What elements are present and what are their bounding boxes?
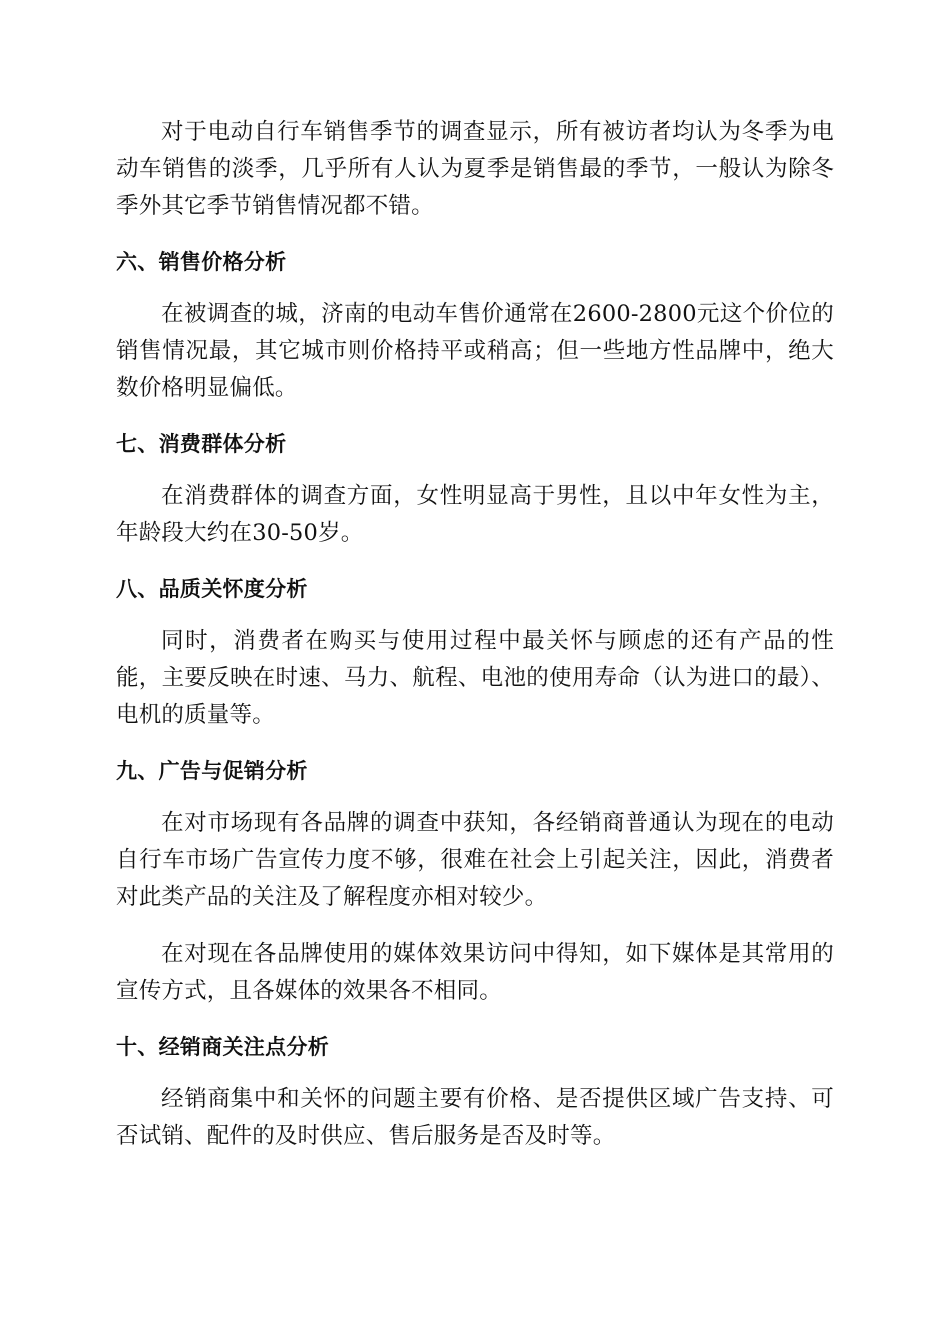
section-paragraph-consumer-group: 在消费群体的调查方面，女性明显高于男性，且以中年女性为主，年龄段大约在30-50岁。 bbox=[116, 483, 834, 546]
section-heading-advertising: 九、广告与促销分析 bbox=[116, 759, 308, 783]
section-paragraph-advertising-1: 在对市场现有各品牌的调查中获知，各经销商普通认为现在的电动自行车市场广告宣传力度不够，很难在社会上引起关注，因此，消费者对此类产品的关注及了解程度亦相对较少。 bbox=[116, 810, 834, 910]
section-paragraph-dealer: 经销商集中和关怀的问题主要有价格、是否提供区域广告支持、可否试销、配件的及时供应、售后服务是否及时等。 bbox=[116, 1086, 834, 1149]
section-heading-consumer-group: 七、消费群体分析 bbox=[116, 432, 287, 456]
section-heading-dealer: 十、经销商关注点分析 bbox=[116, 1035, 329, 1059]
intro-paragraph: 对于电动自行车销售季节的调查显示，所有被访者均认为冬季为电动车销售的淡季，几乎所有人认为夏季是销售最的季节，一般认为除冬季外其它季节销售情况都不错。 bbox=[116, 119, 834, 219]
section-paragraph-advertising-2: 在对现在各品牌使用的媒体效果访问中得知，如下媒体是其常用的宣传方式，且各媒体的效果各不相同。 bbox=[116, 941, 834, 1004]
section-paragraph-price: 在被调查的城，济南的电动车售价通常在2600-2800元这个价位的销售情况最，其它城市则价格持平或稍高；但一些地方性品牌中，绝大数价格明显偏低。 bbox=[116, 301, 834, 401]
section-heading-price: 六、销售价格分析 bbox=[116, 250, 287, 274]
section-heading-quality: 八、品质关怀度分析 bbox=[116, 577, 308, 601]
document-body bbox=[116, 114, 834, 1155]
section-paragraph-quality: 同时，消费者在购买与使用过程中最关怀与顾虑的还有产品的性能，主要反映在时速、马力、航程、电池的使用寿命（认为进口的最）、电机的质量等。 bbox=[116, 628, 834, 728]
